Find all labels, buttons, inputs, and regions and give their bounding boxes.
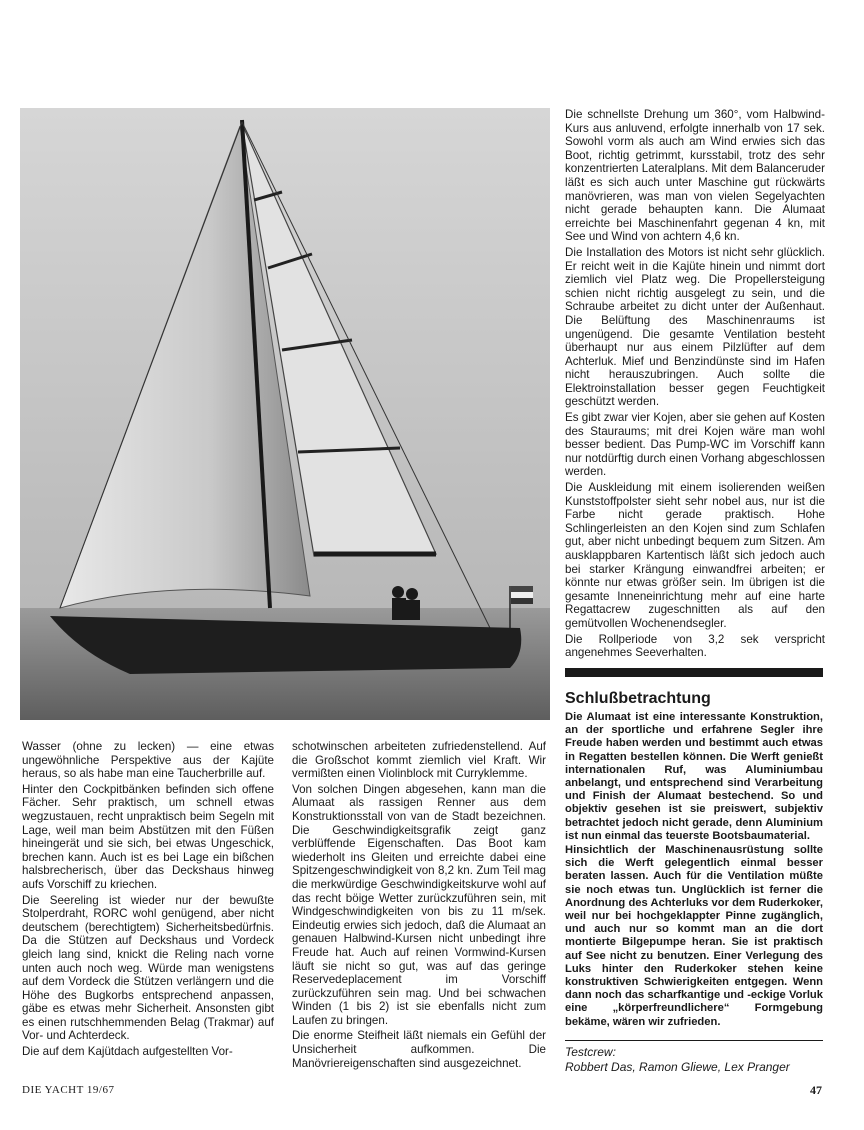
paragraph: Die auf dem Kajütdach aufgestellten Vor- — [22, 1045, 233, 1059]
right-column-text — [565, 108, 825, 662]
credits-names: Robbert Das, Ramon Gliewe, Lex Pranger — [565, 1060, 790, 1074]
sailboat-photo — [20, 108, 550, 720]
section-divider-bar — [565, 668, 823, 677]
section-heading: Schlußbetrachtung — [565, 690, 711, 707]
left-column-text — [22, 740, 274, 1061]
paragraph: Die schnellste Drehung um 360°, vom Halbwind-Kurs aus anluvend, erfolgte innerhalb von 17 sek. Sowohl vorm als auch am Wind erwies sich das Boot, richtig getrimmt, kursstabil, trotz des sehr konzentrierten Lateralplans. Mit dem Balanceruder läßt es sich auch unter Maschine gut rückwärts manövrieren, was man von vielen Segelyachten nicht gerade behaupten kann. Die Alumaat erreichte bei Maschinenfahrt gegenan 4 kn, mit See und Wind von achtern 4,6 kn. — [565, 108, 825, 244]
middle-column-text — [292, 740, 546, 1072]
paragraph: schotwinschen arbeiteten zufriedenstellend. Auf die Großschot kommt ziemlich viel Kraft. Wir vermißten einen Violinblock mit Curryklemme. — [292, 740, 546, 781]
paragraph: Es gibt zwar vier Kojen, aber sie gehen auf Kosten des Stauraums; mit drei Kojen wäre man wohl besser bedient. Das Pump-WC im Vorschiff kann nur notdürftig durch einen Vorhang abgeschlossen werden. — [565, 411, 825, 479]
magazine-footer: DIE YACHT 19/67 — [22, 1084, 115, 1096]
paragraph: Die Alumaat ist eine interessante Konstruktion, an der sportliche und erfahrene Segler ihre Freude haben werden und bestimmt auch etwas in Regatten bestellen können. Die Werft genießt internationalen Ruf, was Aluminiumbau anbelangt, und entsprechend sind Verarbeitung und Finish der Alumaat bestechend. So und objektiv gesehen ist sie preiswert, subjektiv betrachtet jedoch nicht gerade, denn Aluminium ist nun einmal das teuerste Bootsbaumaterial. — [565, 711, 823, 842]
paragraph: Die enorme Steifheit läßt niemals ein Gefühl der Unsicherheit aufkommen. Die Manövriereigenschaften sind ausgezeichnet. — [292, 1029, 546, 1070]
paragraph: Hinter den Cockpitbänken befinden sich offene Fächer. Sehr praktisch, um schnell etwas wegzustauen, recht unpraktisch beim Segeln mit Lage, weil man beim Abstützen mit den Füßen hineingerät und sie sich, bei etwas Ungeschick, brechen kann. Auch ist es bei Lage ein bißchen halsbrecherisch, über das Deckshaus hinweg aufs Vorschiff zu kriechen. — [22, 782, 274, 891]
paragraph: Die Auskleidung mit einem isolierenden weißen Kunststoffpolster sieht sehr nobel aus, nur ist die Farbe nicht gerade praktisch. Hohe Schlingerleisten an den Kojen sind zum Schlafen gut, aber nicht unbedingt bequem zum Sitzen. Am ausklappbaren Kartentisch läßt sich jedoch auch bei starker Krängung einwandfrei arbeiten; er könnte nur etwas größer sein. Im übrigen ist die gesamte Inneneinrichtung mehr auf eine harte Regattacrew zugeschnitten als auf den gemütvollen Wochenendsegler. — [565, 481, 825, 630]
page-number: 47 — [810, 1083, 822, 1097]
paragraph: Die Rollperiode von 3,2 sek verspricht angenehmes Seeverhalten. — [565, 632, 825, 660]
sailboat-illustration — [20, 108, 550, 720]
paragraph: Die Installation des Motors ist nicht sehr glücklich. Er reicht weit in die Kajüte hinein und nimmt dort ziemlich viel Platz weg. Die Propellersteigung schien nicht richtig ausgelegt zu sein, und die Schraube arbeitet zu dicht unter der Außenhaut. Die Belüftung des Maschinenraums ist ungenügend. Die gesamte Ventilation besteht überhaupt nur aus einem Pilzlüfter auf dem Achterluk. Mief und Benzindünste sind im Hafen nicht herauszubringen. Auch sollte die Elektroinstallation besser gegen Feuchtigkeit geschützt werden. — [565, 245, 825, 409]
paragraph: Von solchen Dingen abgesehen, kann man die Alumaat als rassigen Renner aus dem Konstruktionsstall von van de Stadt bezeichnen. Die Geschwindigkeitsgrafik zeigt ganz verblüffende Eigenschaften. Das Boot kam wiederholt ins Gleiten und erreichte dabei eine Spitzengeschwindigkeit von 8,2 kn. Zum Teil mag die merkwürdige Geschwindigkeitskurve wohl auf das recht böige Wetter zurückzuführen sein, mit Windgeschwindigkeiten von bis zu 11 m/sek. Eindeutig erwies sich jedoch, daß die Alumaat an genauen Halbwind-Kursen nicht unbedingt ihre Freude hat. Auch auf reinen Vormwind-Kursen läuft sie nicht so gut, was auf das geringe Reservedeplacement im Vorschiff zurückzuführen sein mag. Und bei schwachen Winden (1 bis 2) ist sie ebenfalls nicht zum Laufen zu bringen. — [292, 782, 546, 1027]
paragraph: Hinsichtlich der Maschinenausrüstung sollte sich die Werft gelegentlich einmal besser beraten lassen. Auch für die Ventilation müßte sie noch etwas tun. Unglücklich ist ferner die Anordnung des Achterluks vor dem Ruderkoker, weil nur bei hochgeklappter Pinne zugänglich, und auch nur so kommt man an die dort montierte Bilgepumpe heran. Sie ist praktisch auf See nicht zu benutzen. Einer Verlegung des Luks hinter den Ruderkoker stehen keine konstruktiven Schwierigkeiten entgegen. Wenn dann noch das scharfkantige und -eckige Vorluk eine „körperfreundlichere“ Formgebung bekäme, wären wir zufrieden. — [565, 844, 823, 1028]
paragraph: Die Seereling ist wieder nur der bewußte Stolperdraht, RORC wohl genügend, aber nicht deutschem (berechtigtem) Sicherheitsbedürfnis. Da die Stützen auf Deckshaus und Vordeck gleich lang sind, knickt die Reling nach vorne unten auch noch weg. Würde man wenigstens auf dem Vordeck die Stützen verlängern und die Höhe des Bugkorbs entsprechend anpassen, gäbe es etwas mehr Sicherheit. Ansonsten gibt es einen rutschhemmenden Belag (Trakmar) auf Vor- und Achterdeck. — [22, 893, 274, 1043]
paragraph: Wasser (ohne zu lecken) — eine etwas ungewöhnliche Perspektive aus der Kajüte heraus, so als habe man eine Taucherbrille auf. — [22, 740, 274, 781]
credits-divider — [565, 1040, 823, 1041]
testcrew-credits — [565, 1045, 823, 1075]
credits-label: Testcrew: — [565, 1045, 616, 1059]
conclusion-text — [565, 711, 823, 1030]
